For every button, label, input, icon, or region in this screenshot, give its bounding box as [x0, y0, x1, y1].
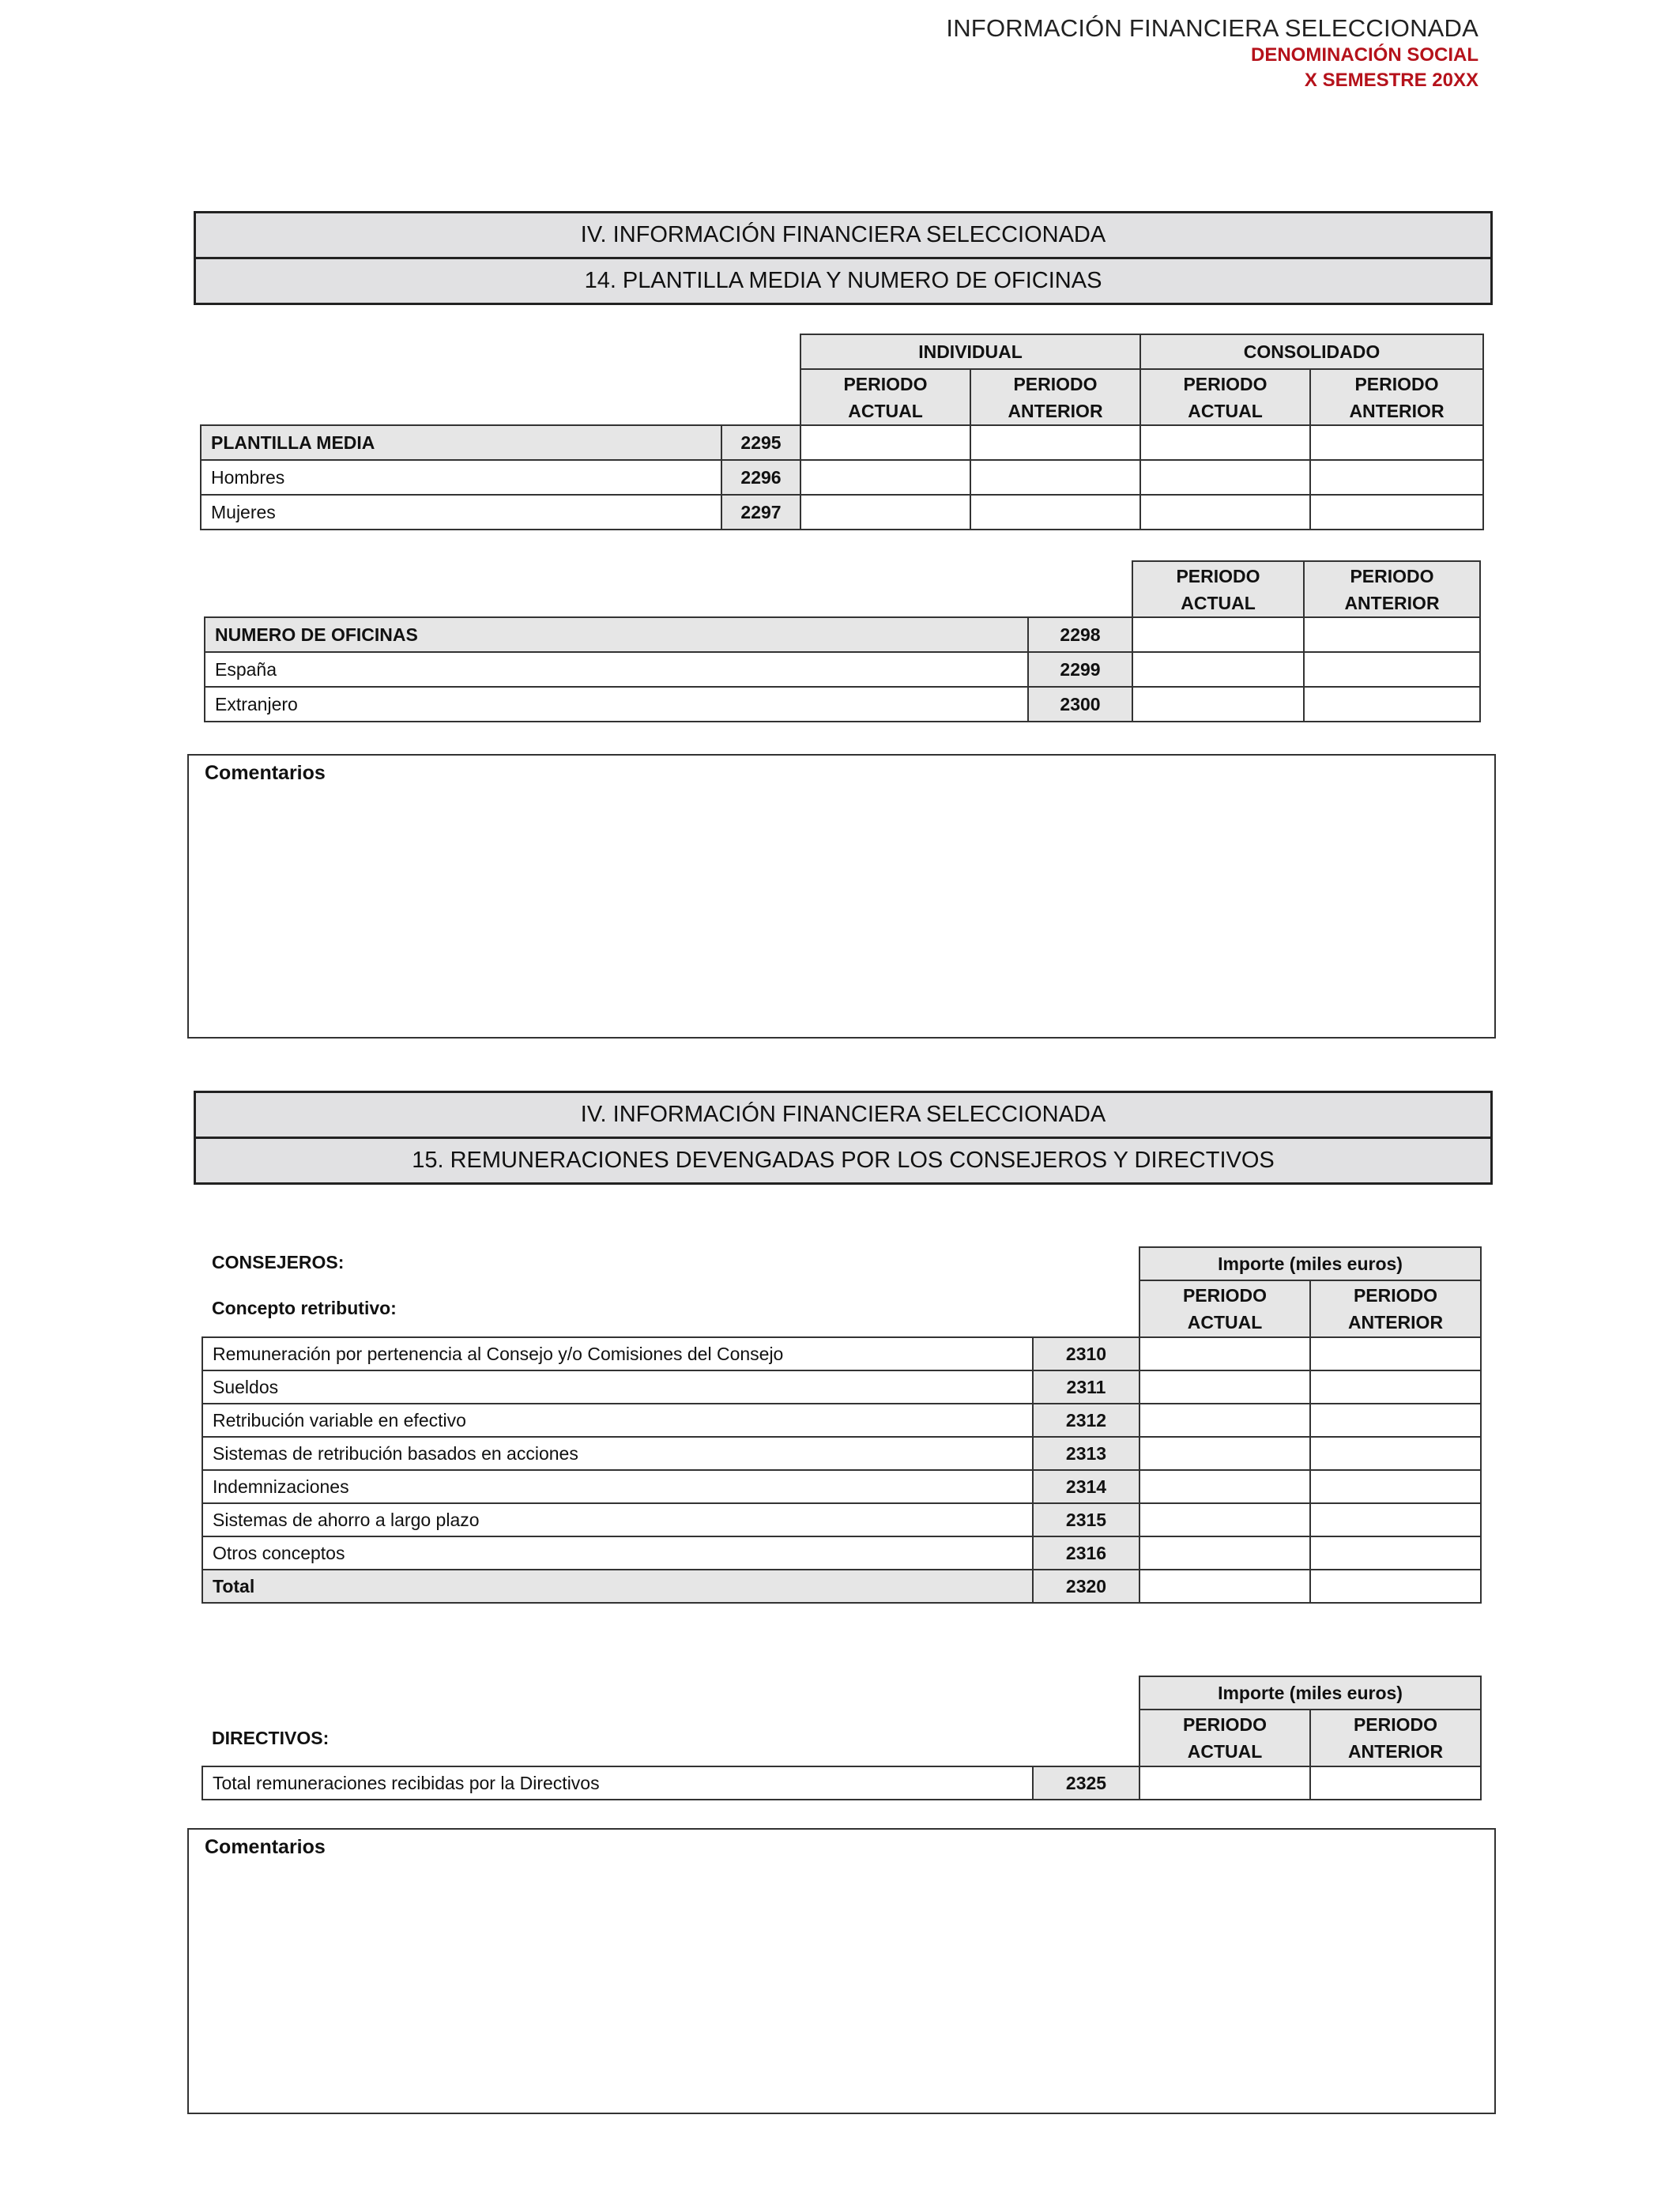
header-company: DENOMINACIÓN SOCIAL	[1251, 44, 1478, 66]
row-code: 2297	[721, 495, 800, 530]
value-cell[interactable]	[1140, 460, 1310, 495]
col-header-actual: PERIODO ACTUAL	[800, 369, 970, 425]
value-cell[interactable]	[1132, 652, 1304, 687]
row-code: 2300	[1028, 687, 1132, 722]
value-cell[interactable]	[1132, 687, 1304, 722]
row-code: 2325	[1033, 1766, 1139, 1800]
col-header-anterior: PERIODO ANTERIOR	[1304, 561, 1480, 617]
row-code: 2310	[1033, 1337, 1139, 1370]
oficinas-table	[204, 560, 1481, 722]
value-cell[interactable]	[1304, 687, 1480, 722]
value-cell[interactable]	[1139, 1404, 1310, 1437]
row-label: Sistemas de ahorro a largo plazo	[202, 1503, 1033, 1536]
value-cell[interactable]	[1139, 1437, 1310, 1470]
col-header-anterior: PERIODO ANTERIOR	[1310, 369, 1483, 425]
value-cell[interactable]	[1132, 617, 1304, 652]
value-cell[interactable]	[1310, 1404, 1481, 1437]
group-individual: INDIVIDUAL	[800, 334, 1140, 369]
row-label: Remuneración por pertenencia al Consejo y/o Comisiones del Consejo	[202, 1337, 1033, 1370]
consejeros-table	[202, 1246, 1482, 1604]
importe-header: Importe (miles euros)	[1139, 1247, 1481, 1280]
row-label: Extranjero	[205, 687, 1028, 722]
row-label: Indemnizaciones	[202, 1470, 1033, 1503]
col-header-anterior: PERIODO ANTERIOR	[1310, 1280, 1481, 1337]
row-label: Total	[202, 1570, 1033, 1603]
comments-box[interactable]	[187, 754, 1496, 1039]
value-cell[interactable]	[1140, 425, 1310, 460]
col-header-actual: PERIODO ACTUAL	[1132, 561, 1304, 617]
row-label: Mujeres	[201, 495, 721, 530]
col-header-actual: PERIODO ACTUAL	[1140, 369, 1310, 425]
value-cell[interactable]	[970, 495, 1140, 530]
value-cell[interactable]	[1139, 1370, 1310, 1404]
row-code: 2315	[1033, 1503, 1139, 1536]
value-cell[interactable]	[800, 460, 970, 495]
table-row	[205, 652, 1480, 687]
value-cell[interactable]	[1139, 1503, 1310, 1536]
value-cell[interactable]	[1310, 1536, 1481, 1570]
row-code: 2312	[1033, 1404, 1139, 1437]
value-cell[interactable]	[1310, 1370, 1481, 1404]
row-label: Sistemas de retribución basados en acciones	[202, 1437, 1033, 1470]
comments-box[interactable]	[187, 1828, 1496, 2114]
table-row	[205, 617, 1480, 652]
table-row	[202, 1370, 1481, 1404]
banner-subtitle: 15. REMUNERACIONES DEVENGADAS POR LOS CONSEJEROS Y DIRECTIVOS	[196, 1137, 1490, 1182]
importe-header: Importe (miles euros)	[1139, 1676, 1481, 1710]
value-cell[interactable]	[1310, 425, 1483, 460]
row-code: 2314	[1033, 1470, 1139, 1503]
value-cell[interactable]	[970, 460, 1140, 495]
plantilla-table	[200, 334, 1484, 530]
table-row	[201, 495, 1483, 530]
consejeros-heading: CONSEJEROS:	[212, 1252, 345, 1272]
header-title: INFORMACIÓN FINANCIERA SELECCIONADA	[946, 14, 1478, 42]
table-row	[201, 460, 1483, 495]
value-cell[interactable]	[800, 425, 970, 460]
banner-subtitle: 14. PLANTILLA MEDIA Y NUMERO DE OFICINAS	[196, 257, 1490, 303]
row-label: España	[205, 652, 1028, 687]
table-row	[202, 1470, 1481, 1503]
row-label: Hombres	[201, 460, 721, 495]
banner-title: IV. INFORMACIÓN FINANCIERA SELECCIONADA	[580, 1102, 1106, 1127]
value-cell[interactable]	[1139, 1570, 1310, 1603]
row-label: Sueldos	[202, 1370, 1033, 1404]
value-cell[interactable]	[1310, 1570, 1481, 1603]
col-header-actual: PERIODO ACTUAL	[1139, 1280, 1310, 1337]
value-cell[interactable]	[1310, 1766, 1481, 1800]
directivos-table	[202, 1676, 1482, 1800]
value-cell[interactable]	[1140, 495, 1310, 530]
col-header-anterior: PERIODO ANTERIOR	[1310, 1710, 1481, 1766]
table-row	[202, 1404, 1481, 1437]
banner-title: IV. INFORMACIÓN FINANCIERA SELECCIONADA	[580, 222, 1106, 247]
header-period: X SEMESTRE 20XX	[1304, 70, 1478, 91]
section-15-banner	[194, 1091, 1493, 1185]
row-label: NUMERO DE OFICINAS	[205, 617, 1028, 652]
value-cell[interactable]	[1139, 1470, 1310, 1503]
value-cell[interactable]	[1310, 460, 1483, 495]
value-cell[interactable]	[800, 495, 970, 530]
table-row	[202, 1536, 1481, 1570]
value-cell[interactable]	[1139, 1337, 1310, 1370]
comments-label: Comentarios	[205, 762, 326, 784]
table-row	[202, 1337, 1481, 1370]
row-label: Otros conceptos	[202, 1536, 1033, 1570]
table-row	[201, 425, 1483, 460]
table-row	[202, 1503, 1481, 1536]
value-cell[interactable]	[1304, 617, 1480, 652]
row-label: PLANTILLA MEDIA	[201, 425, 721, 460]
row-code: 2299	[1028, 652, 1132, 687]
row-code: 2298	[1028, 617, 1132, 652]
value-cell[interactable]	[1139, 1536, 1310, 1570]
row-code: 2311	[1033, 1370, 1139, 1404]
col-header-anterior: PERIODO ANTERIOR	[970, 369, 1140, 425]
row-label: Total remuneraciones recibidas por la Directivos	[202, 1766, 1033, 1800]
row-code: 2295	[721, 425, 800, 460]
row-code: 2313	[1033, 1437, 1139, 1470]
table-row-total	[202, 1570, 1481, 1603]
row-label: Retribución variable en efectivo	[202, 1404, 1033, 1437]
concepto-heading: Concepto retributivo:	[212, 1298, 397, 1318]
row-code: 2320	[1033, 1570, 1139, 1603]
value-cell[interactable]	[1310, 1337, 1481, 1370]
col-header-actual: PERIODO ACTUAL	[1139, 1710, 1310, 1766]
value-cell[interactable]	[1304, 652, 1480, 687]
table-row	[205, 687, 1480, 722]
section-14-banner	[194, 211, 1493, 305]
comments-label: Comentarios	[205, 1836, 326, 1858]
table-row	[202, 1437, 1481, 1470]
row-code: 2316	[1033, 1536, 1139, 1570]
value-cell[interactable]	[1310, 1470, 1481, 1503]
value-cell[interactable]	[1139, 1766, 1310, 1800]
value-cell[interactable]	[1310, 495, 1483, 530]
value-cell[interactable]	[1310, 1503, 1481, 1536]
value-cell[interactable]	[1310, 1437, 1481, 1470]
row-code: 2296	[721, 460, 800, 495]
table-row	[202, 1766, 1481, 1800]
group-consolidado: CONSOLIDADO	[1140, 334, 1483, 369]
directivos-heading: DIRECTIVOS:	[212, 1728, 330, 1748]
value-cell[interactable]	[970, 425, 1140, 460]
